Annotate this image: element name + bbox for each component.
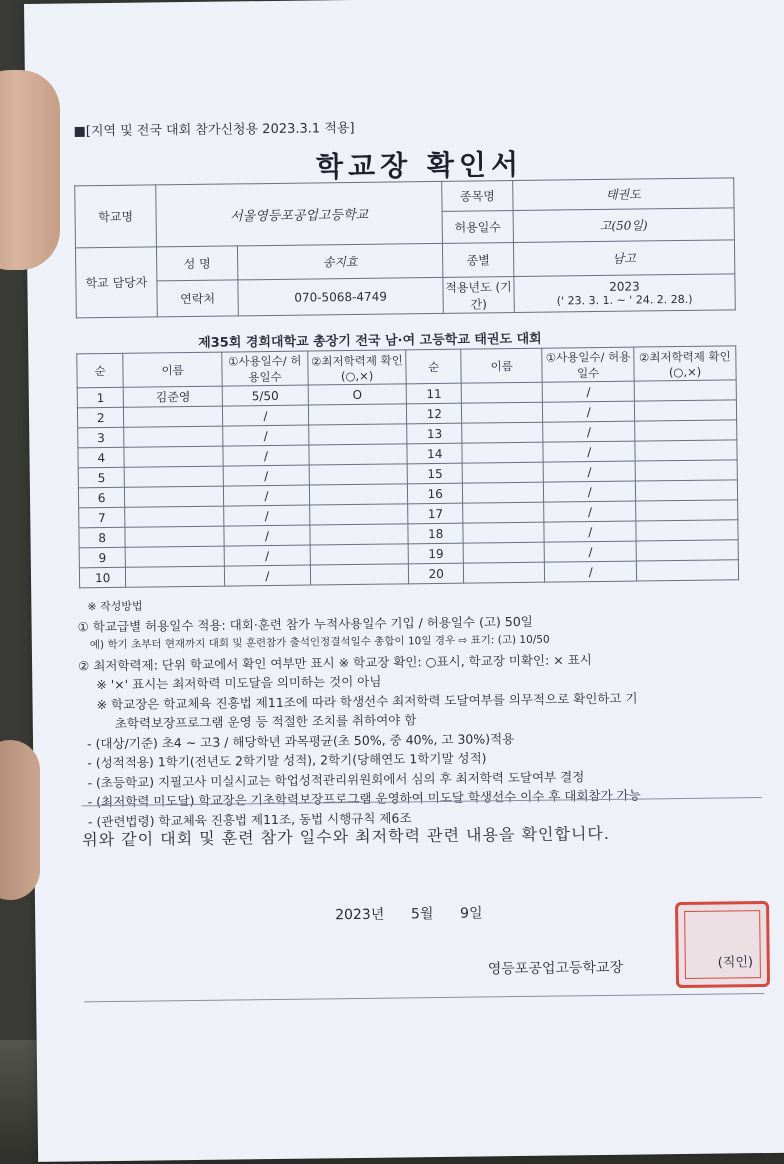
table-cell-check <box>309 484 408 505</box>
document-title: 학교장 확인서 <box>315 147 524 184</box>
table-cell-check <box>310 524 409 545</box>
period-value: (' 23. 3. 1. ~ ' 24. 2. 28.) <box>556 292 693 308</box>
table-cell-days: / <box>224 525 310 546</box>
note-line: ② 최저학력제: 단위 학교에서 확인 여부만 표시 ※ 학교장 확인: ○표시, 학교장 미확인: × 표시 <box>77 651 592 673</box>
document-sheet <box>24 0 784 1162</box>
table-cell-check <box>635 460 737 481</box>
event-label: 종목명 <box>442 181 513 212</box>
year-cell <box>514 274 735 313</box>
year-value: 2023 <box>609 279 640 294</box>
allowed-days-label: 허용일수 <box>442 211 513 244</box>
table-cell-name <box>463 562 545 583</box>
event-value: 태권도 <box>513 178 734 211</box>
confirmation-text: 위와 같이 대회 및 훈련 참가 일수와 최저학력 관련 내용을 확인합니다. <box>82 823 611 850</box>
table-cell-no: 13 <box>407 423 462 444</box>
table-cell-name <box>463 522 545 543</box>
seal-label: (직인) <box>717 955 754 971</box>
table-cell-days: 5/50 <box>222 385 308 406</box>
table-cell-no: 12 <box>407 403 462 424</box>
column-header: ①사용일수/ 허용일수 <box>222 351 308 386</box>
year-label: 적용년도 (기간) <box>443 277 514 314</box>
table-cell-name <box>124 466 223 487</box>
header-note: ■[지역 및 전국 대회 참가신청용 2023.3.1 적용] <box>73 120 355 140</box>
table-cell-check <box>635 440 737 461</box>
instructions <box>77 591 641 832</box>
table-cell-days: / <box>224 485 310 506</box>
table-cell-check <box>636 500 738 521</box>
table-cell-name <box>125 526 224 547</box>
table-cell-no: 3 <box>78 427 125 448</box>
table-cell-days: / <box>543 381 635 402</box>
table-cell-name <box>461 402 543 423</box>
table-cell-name <box>462 422 544 443</box>
divider <box>84 993 764 1002</box>
column-header: 이름 <box>461 348 543 383</box>
column-header: ①사용일수/ 허용일수 <box>542 347 634 382</box>
table-cell-days: / <box>544 461 636 482</box>
table-cell-name <box>462 442 544 463</box>
signer-name: 영등포공업고등학교장 <box>487 959 624 978</box>
name-label: 성 명 <box>156 246 237 281</box>
table-cell-name <box>462 482 544 503</box>
table-cell-name <box>462 462 544 483</box>
table-cell-no: 16 <box>408 483 463 504</box>
column-header: 이름 <box>123 352 222 387</box>
hand-thumb <box>0 70 60 270</box>
table-cell-days: / <box>544 501 636 522</box>
official-seal-stamp <box>675 901 770 988</box>
table-cell-days: / <box>224 505 310 526</box>
participant-table <box>76 345 739 588</box>
table-cell-check <box>310 544 409 565</box>
table-cell-no: 11 <box>407 383 462 404</box>
table-cell-check <box>634 400 736 421</box>
table-cell-no: 1 <box>77 387 124 408</box>
table-cell-days: / <box>544 521 636 542</box>
table-cell-check <box>309 504 408 525</box>
note-line: ※ '×' 표시는 최저학력 미도달을 의미하는 것이 아님 <box>96 673 382 693</box>
table-cell-days: / <box>544 481 636 502</box>
table-cell-days: / <box>543 441 635 462</box>
table-cell-days: / <box>545 561 637 582</box>
school-label: 학교명 <box>75 185 157 248</box>
table-cell-days: / <box>225 565 311 586</box>
note-line: ※ 학교장은 학교체육 진흥법 제11조에 따라 학생선수 최저학력 도달여부를 의무적으로 확인하고 기 <box>96 690 638 712</box>
category-label: 종별 <box>442 243 513 278</box>
table-cell-name <box>463 502 545 523</box>
school-value: 서울영등포공업고등학교 <box>156 181 443 246</box>
column-header: ②최저학력제 확인(○,×) <box>307 350 406 385</box>
column-header: ②최저학력제 확인(○,×) <box>634 346 736 381</box>
table-cell-days: / <box>543 401 635 422</box>
table-cell-name <box>124 426 223 447</box>
allowed-days-value: 고(50일) <box>513 208 734 243</box>
table-cell-no: 4 <box>78 447 125 468</box>
issue-date: 2023년 5월 9일 <box>335 905 483 924</box>
table-cell-days: / <box>544 541 636 562</box>
note-line: 초학력보장프로그램 운영 등 적절한 조치를 취하여야 함 <box>114 712 417 731</box>
table-cell-days: / <box>223 465 309 486</box>
table-cell-no: 9 <box>79 547 126 568</box>
table-cell-check <box>308 424 407 445</box>
table-cell-check <box>310 564 409 585</box>
table-cell-check <box>308 404 407 425</box>
table-cell-check <box>635 480 737 501</box>
table-cell-check <box>634 380 736 401</box>
table-cell-name <box>126 566 225 587</box>
table-cell-name <box>125 486 224 507</box>
note-line: - (초등학교) 지필고사 미실시교는 학업성적관리위원회에서 심의 후 최저학력 도달여부 결정 <box>87 768 585 790</box>
note-line: - (관련법령) 학교체육 진흥법 제11조, 동법 시행규칙 제6조 <box>87 809 412 829</box>
contact-value: 070-5068-4749 <box>238 277 443 316</box>
column-header: 순 <box>77 353 124 388</box>
note-line: - (최저학력 미도달) 학교장은 기초학력보장프로그램 운영하여 미도달 학생선수 이수 후 대회참가 가능 <box>87 787 641 810</box>
staff-label: 학교 담당자 <box>75 247 157 318</box>
hand-finger <box>0 740 40 900</box>
note-line: - (성적적용) 1학기(전년도 2학기말 성적), 2학기(당해연도 1학기말 성적) <box>87 750 487 771</box>
contact-label: 연락처 <box>157 280 238 317</box>
competition-title: 제35회 경희대학교 총장기 전국 남·여 고등학교 태권도 대회 <box>198 331 542 351</box>
table-cell-days: / <box>223 445 309 466</box>
table-cell-name <box>125 506 224 527</box>
column-header: 순 <box>406 349 461 384</box>
table-cell-no: 20 <box>409 563 464 584</box>
table-cell-no: 19 <box>409 543 464 564</box>
table-cell-no: 7 <box>79 507 126 528</box>
table-cell-check: O <box>308 384 407 405</box>
table-cell-name <box>461 382 543 403</box>
table-cell-name <box>125 546 224 567</box>
table-cell-days: / <box>224 545 310 566</box>
table-cell-days: / <box>223 425 309 446</box>
table-cell-no: 2 <box>77 407 124 428</box>
table-cell-check <box>636 540 738 561</box>
category-value: 남고 <box>513 240 734 277</box>
table-cell-name <box>463 542 545 563</box>
table-cell-no: 14 <box>407 443 462 464</box>
name-value: 송지효 <box>237 243 442 280</box>
school-info-table <box>74 177 736 318</box>
table-cell-no: 18 <box>408 523 463 544</box>
table-cell-no: 17 <box>408 503 463 524</box>
table-cell-check <box>309 444 408 465</box>
table-cell-days: / <box>223 405 309 426</box>
table-cell-check <box>635 420 737 441</box>
table-cell-check <box>309 464 408 485</box>
table-cell-no: 6 <box>78 487 125 508</box>
note-line: ① 학교급별 허용일수 적용: 대회·훈련 참가 누적사용일수 기입 / 허용일수 (고) 50일 <box>77 613 533 634</box>
table-cell-name <box>124 406 223 427</box>
note-line: - (대상/기준) 초4 ~ 고3 / 해당학년 과목평균(초 50%, 중 40%, 고 30%)적용 <box>86 730 515 751</box>
table-cell-no: 15 <box>408 463 463 484</box>
table-cell-name: 김준영 <box>124 386 223 407</box>
table-cell-check <box>636 560 738 581</box>
table-cell-no: 8 <box>79 527 126 548</box>
note-line: ※ 작성방법 <box>87 599 143 614</box>
table-cell-days: / <box>543 421 635 442</box>
note-line: 예) 학기 초부터 현재까지 대회 및 훈련참가 출석인정결석일수 총합이 10일 경우 ⇨ 표기: (고) 10/50 <box>89 633 550 652</box>
table-cell-no: 10 <box>79 567 126 588</box>
table-cell-check <box>636 520 738 541</box>
table-cell-no: 5 <box>78 467 125 488</box>
table-cell-name <box>124 446 223 467</box>
